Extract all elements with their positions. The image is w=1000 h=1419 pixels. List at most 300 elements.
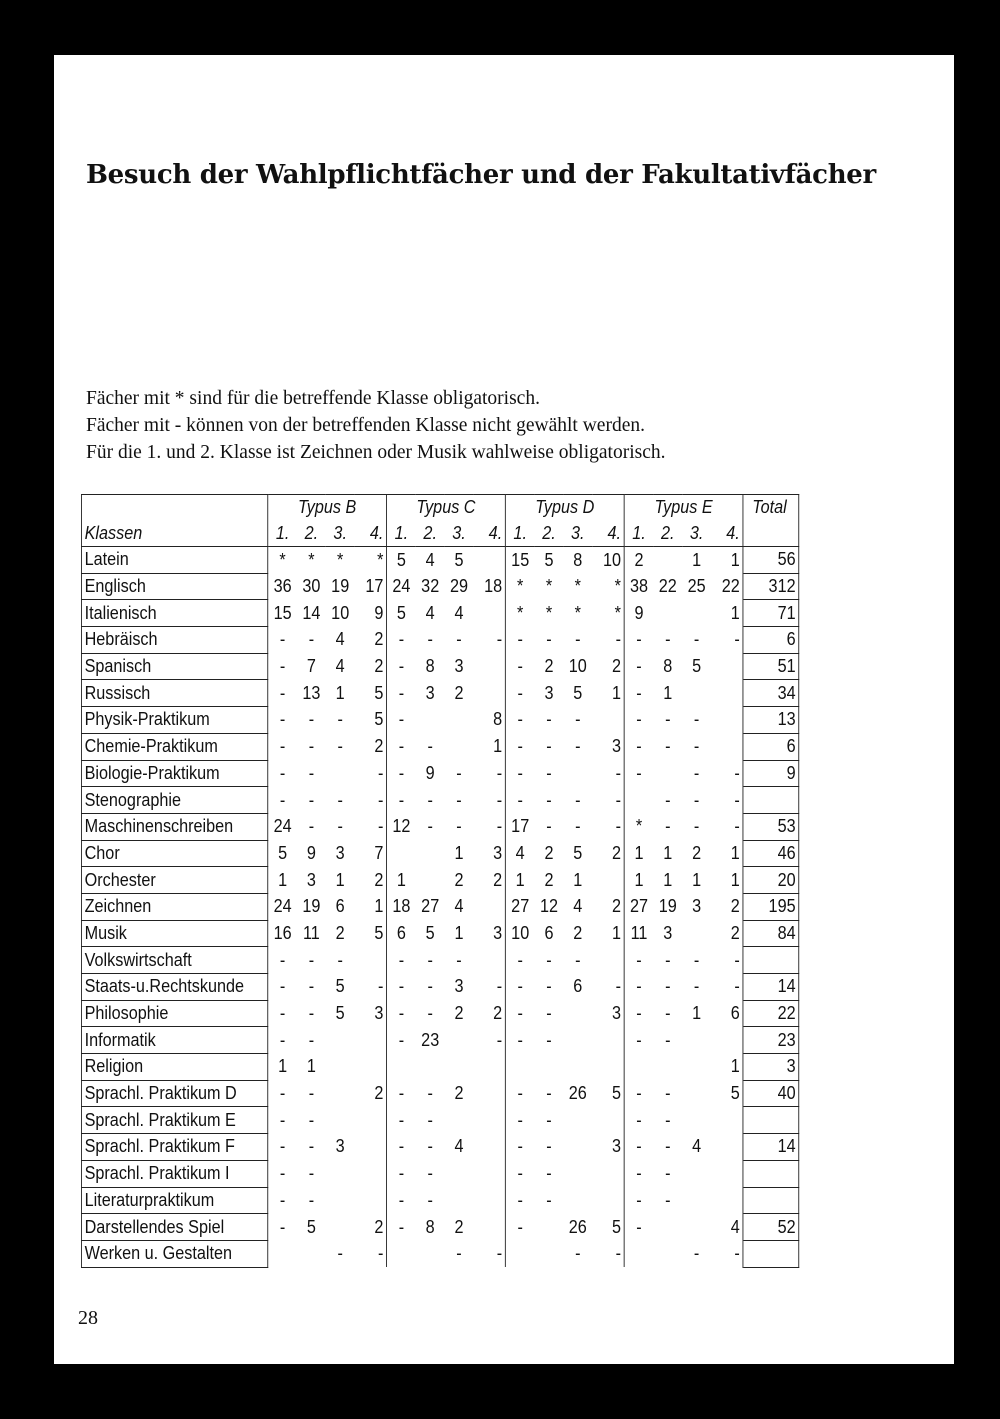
value-cell: 4 [425, 549, 435, 570]
value-cell: - [624, 733, 653, 760]
subject-name: Latein [81, 547, 267, 574]
header-class-number: 4. [711, 520, 743, 547]
value-cell: 5 [592, 1214, 624, 1241]
value-cell [592, 1160, 624, 1187]
value-cell [653, 547, 682, 574]
value-cell: - [473, 1027, 505, 1054]
subject-name: Musik [81, 920, 267, 947]
value-cell [326, 1027, 355, 1054]
value-cell: 22 [711, 573, 743, 600]
header-total-blank [743, 520, 799, 547]
total-cell: 84 [743, 920, 799, 947]
table-row [81, 787, 798, 814]
value-cell: 16 [268, 920, 297, 947]
value-cell [682, 920, 711, 947]
value-cell: 3 [306, 869, 316, 890]
subject-name: Staats-u.Rechtskunde [81, 974, 267, 1001]
table-row [81, 1107, 798, 1134]
enrollment-table [81, 494, 799, 1268]
table-row [81, 1054, 798, 1081]
value-cell [711, 707, 743, 734]
value-cell: 3 [663, 922, 673, 943]
total-cell: 14 [743, 1134, 799, 1161]
value-cell: 8 [425, 1216, 435, 1237]
value-cell: 1 [663, 869, 673, 890]
value-cell [445, 1054, 474, 1081]
value-cell: - [427, 1136, 433, 1157]
value-cell [326, 1107, 355, 1134]
value-cell: 9 [306, 842, 316, 863]
value-cell: 2 [692, 842, 702, 863]
subject-name: Darstellendes Spiel [81, 1214, 267, 1241]
value-cell [355, 1054, 387, 1081]
value-cell: 4 [454, 1136, 464, 1157]
value-cell: - [624, 947, 653, 974]
document-page [54, 55, 954, 1364]
value-cell: - [456, 789, 462, 810]
value-cell: * [545, 602, 553, 623]
header-group: Typus C [387, 495, 506, 521]
value-cell: 3 [592, 1134, 624, 1161]
value-cell: - [387, 627, 416, 654]
header-class-number: 1. [505, 520, 534, 547]
value-cell: - [624, 974, 653, 1001]
value-cell: 12 [387, 813, 416, 840]
value-cell: 5 [268, 840, 297, 867]
value-cell [473, 680, 505, 707]
table-row [81, 947, 798, 974]
value-cell: - [505, 653, 534, 680]
value-cell: 2 [573, 922, 583, 943]
value-cell: 3 [544, 682, 554, 703]
value-cell: 27 [421, 896, 440, 917]
value-cell: - [624, 707, 653, 734]
value-cell: - [456, 1243, 462, 1264]
value-cell: 26 [568, 1216, 587, 1237]
value-cell: - [387, 1187, 416, 1214]
value-cell: - [387, 1080, 416, 1107]
value-cell [355, 947, 387, 974]
value-cell: 1 [573, 869, 583, 890]
value-cell: - [693, 629, 700, 650]
value-cell [711, 1027, 743, 1054]
value-cell: 3 [335, 842, 345, 863]
value-cell: 6 [387, 920, 416, 947]
value-cell: - [268, 1000, 297, 1027]
value-cell [592, 1027, 624, 1054]
value-cell [711, 653, 743, 680]
value-cell: - [665, 1083, 671, 1104]
value-cell: - [505, 1080, 534, 1107]
value-cell: - [387, 787, 416, 814]
value-cell: 17 [505, 813, 534, 840]
value-cell [473, 893, 505, 920]
value-cell: - [693, 949, 700, 970]
value-cell: 6 [573, 976, 583, 997]
header-class-number: 4. [473, 520, 505, 547]
value-cell [473, 947, 505, 974]
value-cell [624, 787, 653, 814]
header-class-number: 3. [563, 520, 592, 547]
value-cell: - [505, 787, 534, 814]
value-cell: - [505, 1214, 534, 1241]
value-cell: 36 [268, 573, 297, 600]
value-cell: 9 [425, 762, 435, 783]
value-cell: - [624, 1214, 653, 1241]
value-cell: - [546, 709, 552, 730]
value-cell: - [473, 813, 505, 840]
value-cell: - [546, 1163, 552, 1184]
value-cell: - [355, 813, 387, 840]
value-cell: 3 [355, 1000, 387, 1027]
value-cell [592, 867, 624, 894]
table-row [81, 547, 798, 574]
value-cell: - [308, 1109, 315, 1130]
value-cell [473, 1107, 505, 1134]
value-cell: 8 [473, 707, 505, 734]
value-cell: 4 [711, 1214, 743, 1241]
value-cell: - [693, 789, 700, 810]
table-row [81, 1160, 798, 1187]
value-cell: * [505, 573, 534, 600]
value-cell: - [546, 1029, 552, 1050]
value-cell: - [268, 1107, 297, 1134]
table-row [81, 1080, 798, 1107]
value-cell: 1 [711, 600, 743, 627]
value-cell: - [505, 1160, 534, 1187]
value-cell [653, 1054, 682, 1081]
value-cell [445, 1160, 474, 1187]
header-class-number: 2. [535, 520, 564, 547]
value-cell: - [268, 1027, 297, 1054]
value-cell [711, 733, 743, 760]
value-cell [682, 1080, 711, 1107]
value-cell: - [337, 709, 343, 730]
table-row [81, 1000, 798, 1027]
value-cell: 38 [624, 573, 653, 600]
value-cell [624, 1240, 653, 1267]
value-cell: 4 [692, 1136, 702, 1157]
value-cell: 2 [454, 869, 464, 890]
value-cell: - [711, 974, 743, 1001]
value-cell: - [308, 1029, 315, 1050]
value-cell [592, 947, 624, 974]
header-class-number: 4. [592, 520, 624, 547]
value-cell: 24 [268, 813, 297, 840]
value-cell: - [268, 707, 297, 734]
value-cell: - [427, 629, 433, 650]
value-cell: 1 [335, 869, 345, 890]
value-cell: - [387, 1214, 416, 1241]
value-cell [355, 1187, 387, 1214]
value-cell: 2 [355, 627, 387, 654]
header-total: Total [743, 495, 799, 521]
value-cell [355, 1160, 387, 1187]
value-cell: 19 [302, 896, 321, 917]
value-cell: 1 [692, 1003, 702, 1024]
table-row [81, 813, 798, 840]
value-cell: 3 [692, 896, 702, 917]
value-cell: - [624, 1107, 653, 1134]
value-cell: - [268, 974, 297, 1001]
value-cell [473, 1134, 505, 1161]
table-row [81, 653, 798, 680]
value-cell: 3 [454, 656, 464, 677]
table-row [81, 600, 798, 627]
value-cell: - [387, 680, 416, 707]
note-line: Fächer mit - können von der betreffenden Klasse nicht gewählt werden. [86, 415, 645, 436]
value-cell: 12 [539, 896, 559, 917]
value-cell: - [308, 1083, 315, 1104]
value-cell [326, 1160, 355, 1187]
subject-name: Sprachl. Praktikum D [81, 1080, 267, 1107]
value-cell: - [546, 976, 552, 997]
value-cell: - [624, 1160, 653, 1187]
subject-name: Maschinenschreiben [81, 813, 267, 840]
value-cell: 4 [454, 602, 464, 623]
value-cell: 5 [335, 1003, 345, 1024]
value-cell: - [355, 760, 387, 787]
header-class-number: 3. [326, 520, 355, 547]
value-cell: 3 [454, 976, 464, 997]
value-cell: - [308, 1163, 315, 1184]
value-cell: 11 [624, 920, 653, 947]
value-cell: - [387, 1027, 416, 1054]
value-cell: 2 [544, 842, 554, 863]
value-cell [416, 1240, 445, 1267]
value-cell [563, 1000, 592, 1027]
notes [86, 385, 665, 466]
header-class-number: 3. [445, 520, 474, 547]
value-cell: - [665, 629, 671, 650]
value-cell: 5 [306, 1216, 316, 1237]
table-row [81, 573, 798, 600]
value-cell: - [456, 762, 462, 783]
subject-name: Spanisch [81, 653, 267, 680]
total-cell: 13 [743, 707, 799, 734]
header-blank [81, 495, 267, 521]
value-cell: - [337, 949, 343, 970]
value-cell: - [387, 1107, 416, 1134]
value-cell: 1 [592, 680, 624, 707]
value-cell: - [592, 760, 624, 787]
value-cell: 4 [335, 629, 345, 650]
value-cell [592, 1187, 624, 1214]
value-cell: - [693, 709, 700, 730]
value-cell [326, 1080, 355, 1107]
value-cell: - [624, 680, 653, 707]
subject-name: Englisch [81, 573, 267, 600]
value-cell [563, 1054, 592, 1081]
value-cell: - [308, 736, 315, 757]
value-cell: - [624, 760, 653, 787]
header-class-number: 1. [624, 520, 653, 547]
value-cell: 6 [335, 896, 345, 917]
value-cell: 1 [268, 1054, 297, 1081]
value-cell: 6 [711, 1000, 743, 1027]
table-row [81, 1027, 798, 1054]
value-cell: - [387, 947, 416, 974]
value-cell [653, 600, 682, 627]
value-cell: 1 [711, 547, 743, 574]
value-cell: 19 [658, 896, 677, 917]
total-cell [743, 947, 799, 974]
value-cell: 1 [387, 867, 416, 894]
total-cell: 195 [743, 893, 799, 920]
table-row [81, 920, 798, 947]
value-cell [326, 1214, 355, 1241]
value-cell [592, 1107, 624, 1134]
value-cell: - [693, 1243, 700, 1264]
value-cell: - [427, 1003, 433, 1024]
value-cell: - [592, 627, 624, 654]
value-cell [445, 733, 474, 760]
value-cell: 1 [268, 867, 297, 894]
value-cell: * [592, 573, 624, 600]
value-cell: - [546, 736, 552, 757]
value-cell: 4 [573, 896, 583, 917]
value-cell [297, 1240, 326, 1267]
value-cell: - [592, 974, 624, 1001]
value-cell: 5 [692, 656, 702, 677]
value-cell: - [505, 947, 534, 974]
value-cell: - [505, 1027, 534, 1054]
subject-name: Philosophie [81, 1000, 267, 1027]
value-cell: - [505, 627, 534, 654]
value-cell: 2 [592, 840, 624, 867]
value-cell: - [505, 1000, 534, 1027]
table-row [81, 760, 798, 787]
value-cell: 32 [421, 576, 440, 597]
value-cell: - [575, 709, 581, 730]
value-cell: - [427, 949, 433, 970]
value-cell: - [546, 629, 552, 650]
value-cell: 1 [505, 867, 534, 894]
value-cell: - [546, 1109, 552, 1130]
value-cell: - [337, 789, 343, 810]
value-cell: 1 [306, 1056, 316, 1077]
value-cell: - [456, 949, 462, 970]
value-cell: - [427, 1083, 433, 1104]
value-cell: 2 [355, 1080, 387, 1107]
value-cell: - [337, 816, 343, 837]
value-cell: - [308, 629, 315, 650]
value-cell [682, 1187, 711, 1214]
value-cell: 4 [505, 840, 534, 867]
value-cell: 10 [505, 920, 534, 947]
value-cell: - [355, 974, 387, 1001]
value-cell: 1 [711, 867, 743, 894]
value-cell: 9 [624, 600, 653, 627]
total-cell: 14 [743, 974, 799, 1001]
value-cell: - [575, 736, 581, 757]
value-cell: 1 [454, 842, 464, 863]
value-cell: - [665, 1136, 671, 1157]
value-cell: * [505, 600, 534, 627]
value-cell [682, 1160, 711, 1187]
subject-name: Literaturpraktikum [81, 1187, 267, 1214]
header-class-number: 3. [682, 520, 711, 547]
value-cell: - [308, 976, 315, 997]
value-cell: 6 [544, 922, 554, 943]
note-line: Für die 1. und 2. Klasse ist Zeichnen oder Musik wahlweise obligatorisch. [86, 442, 666, 463]
value-cell: - [505, 1107, 534, 1134]
value-cell: - [711, 760, 743, 787]
total-cell: 40 [743, 1080, 799, 1107]
value-cell [682, 1027, 711, 1054]
value-cell: - [427, 976, 433, 997]
value-cell: - [268, 627, 297, 654]
value-cell: - [268, 1160, 297, 1187]
value-cell [355, 1107, 387, 1134]
value-cell: 3 [592, 1000, 624, 1027]
value-cell: - [387, 1160, 416, 1187]
header-class-number: 2. [653, 520, 682, 547]
value-cell: - [473, 627, 505, 654]
value-cell: * [624, 813, 653, 840]
value-cell: - [575, 816, 581, 837]
value-cell: 14 [302, 602, 321, 623]
value-cell: 1 [624, 840, 653, 867]
value-cell: - [665, 976, 671, 997]
value-cell [387, 840, 416, 867]
value-cell [473, 547, 505, 574]
value-cell: 5 [355, 680, 387, 707]
value-cell [473, 1160, 505, 1187]
value-cell: - [665, 709, 671, 730]
value-cell: 8 [425, 656, 435, 677]
value-cell: - [665, 949, 671, 970]
total-cell: 23 [743, 1027, 799, 1054]
value-cell: 2 [355, 653, 387, 680]
value-cell: - [693, 976, 700, 997]
value-cell: - [624, 627, 653, 654]
value-cell [473, 653, 505, 680]
value-cell: - [268, 947, 297, 974]
value-cell: 2 [473, 867, 505, 894]
value-cell: - [387, 1000, 416, 1027]
value-cell: - [546, 1136, 552, 1157]
value-cell: - [427, 736, 433, 757]
value-cell: - [427, 789, 433, 810]
value-cell: 30 [302, 576, 321, 597]
total-cell: 52 [743, 1214, 799, 1241]
value-cell: - [268, 1134, 297, 1161]
subject-name: Orchester [81, 867, 267, 894]
value-cell: - [427, 1109, 433, 1130]
total-cell: 53 [743, 813, 799, 840]
value-cell: - [665, 1003, 671, 1024]
value-cell: - [355, 787, 387, 814]
value-cell [711, 1160, 743, 1187]
value-cell [473, 600, 505, 627]
header-class-number: 1. [268, 520, 297, 547]
value-cell: 18 [387, 893, 416, 920]
value-cell: - [693, 816, 700, 837]
value-cell [682, 680, 711, 707]
value-cell: - [456, 629, 462, 650]
value-cell: 5 [425, 922, 435, 943]
value-cell [505, 1240, 534, 1267]
value-cell: - [387, 760, 416, 787]
value-cell: - [505, 1134, 534, 1161]
value-cell: - [308, 709, 315, 730]
total-cell: 56 [743, 547, 799, 574]
header-row-groups [81, 495, 798, 521]
value-cell: - [268, 653, 297, 680]
note-line: Fächer mit * sind für die betreffende Klasse obligatorisch. [86, 388, 540, 409]
value-cell: - [592, 1240, 624, 1267]
